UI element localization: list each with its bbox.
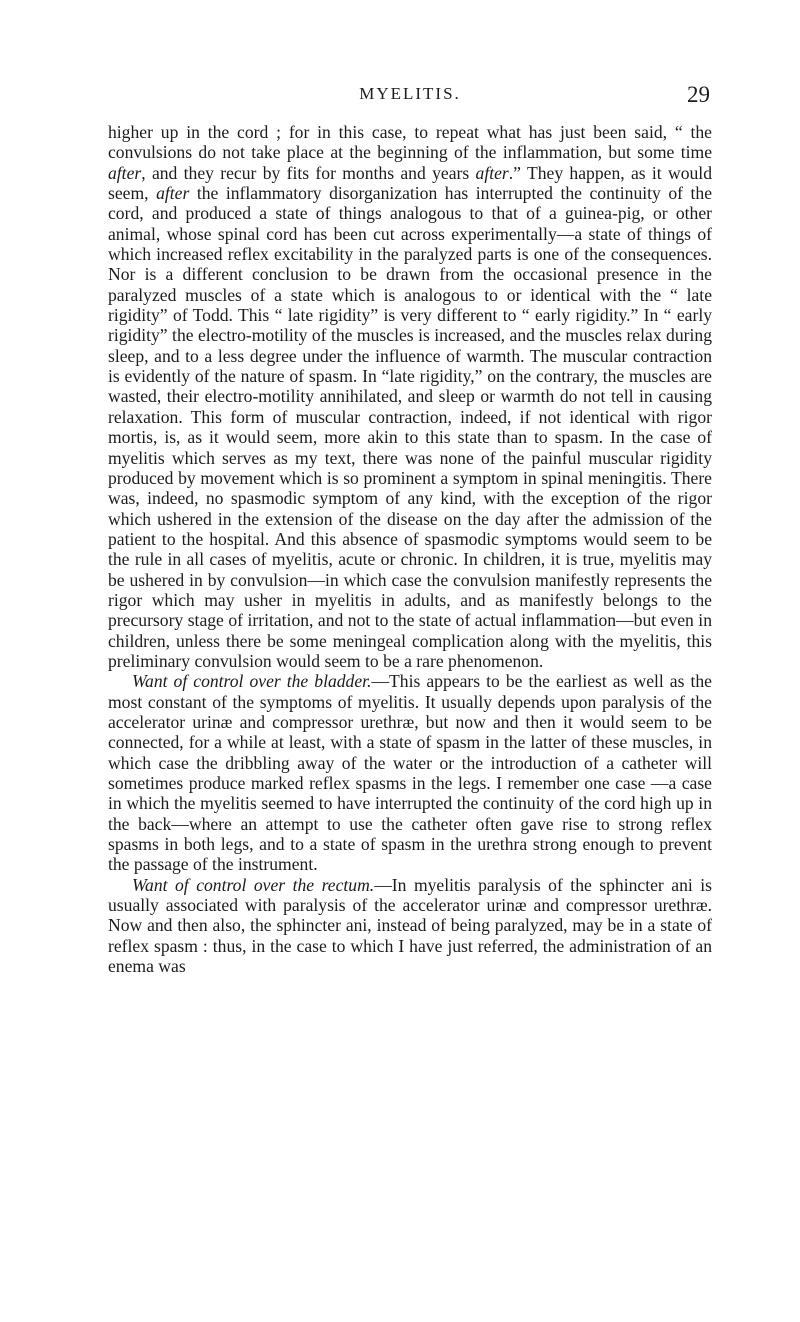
section-heading-rectum: Want of control over the rectum.	[132, 874, 375, 895]
body-text	[108, 122, 712, 976]
paragraph-bladder	[108, 671, 712, 874]
section-heading-bladder: Want of control over the bladder.	[132, 671, 372, 692]
text-run: —This appears to be the earliest as well as the most constant of the symptoms of myelitis. It usually depends upon paralysis of the accelerator urinæ and compressor urethræ, but now and then it would seem to be connected, for a while at least, with a state of spasm in the latter of these muscles, in which case the dribbling away of the water or the introduction of a catheter will sometimes produce marked reflex spasms in the legs. I remember one case —a case in which the myelitis seemed to have interrupted the continuity of the cord high up in the back—where an attempt to use the catheter often gave rise to strong reflex spasms in both legs, and to a state of spasm in the urethra strong enough to prevent the passage of the instrument.	[108, 671, 712, 875]
page-number: 29	[687, 82, 710, 107]
italic-emphasis: after	[475, 162, 509, 183]
text-run: —In myelitis paralysis of the sphincter ani is usually associated with paralysis of the accelerator urinæ and compressor urethræ. Now and then also, the sphincter ani, instead of being paralyzed, may be in a state of reflex spasm : thus, in the case to which I have just referred, the administration of an enema was	[108, 874, 712, 977]
text-run: higher up in the cord ; for in this case, to repeat what has just been said, “ the convulsions do not take place at the beginning of the inflammation, but some time	[108, 122, 712, 163]
running-title: MYELITIS.	[359, 84, 461, 103]
italic-emphasis: after	[156, 183, 190, 204]
paragraph-rectum	[108, 875, 712, 977]
text-run: , and they recur by fits for months and years	[141, 162, 476, 183]
italic-emphasis: after	[108, 162, 142, 183]
running-head	[110, 84, 710, 112]
text-run: .” They happen, as it would seem,	[108, 162, 712, 204]
paragraph-convulsions	[108, 122, 712, 671]
text-run: the inflammatory disorganization has interrupted the continuity of the cord, and produced a state of things analogous to that of a guinea-pig, or other animal, whose spinal cord has been cut across experimentally—a state of things of which increased reflex excitability in the paralyzed parts is one of the consequences. Nor is a different conclusion to be drawn from the occasional presence in the paralyzed muscles of a state which is analogous to or identical with the “ late rigidity” of Todd. This “ late rigidity” is very different to “ early rigidity.” In “ early rigidity” the electro-motility of the muscles is increased, and the muscles relax during sleep, and to a less degree under the influence of warmth. The muscular contraction is evidently of the nature of spasm. In “late rigidity,” on the contrary, the muscles are wasted, their electro-motility annihilated, and sleep or warmth do not tell in causing relaxation. This form of muscular contraction, indeed, if not identical with rigor mortis, is, as it would seem, more akin to this state than to spasm. In the case of myelitis which serves as my text, there was none of the painful muscular rigidity produced by movement which is so prominent a symptom in spinal meningitis. There was, indeed, no spasmodic symptom of any kind, with the exception of the rigor which ushered in the extension of the disease on the day after the admission of the patient to the hospital. And this absence of spasmodic symptoms would seem to be the rule in all cases of myelitis, acute or chronic. In children, it is true, myelitis may be ushered in by convulsion—in which case the convulsion manifestly represents the rigor which may usher in myelitis in adults, and as manifestly belongs to the precursory stage of irritation, and not to the state of actual inflammation—but even in children, unless there be some meningeal complication along with the myelitis, this preliminary convulsion would seem to be a rare phenomenon.	[108, 183, 712, 671]
